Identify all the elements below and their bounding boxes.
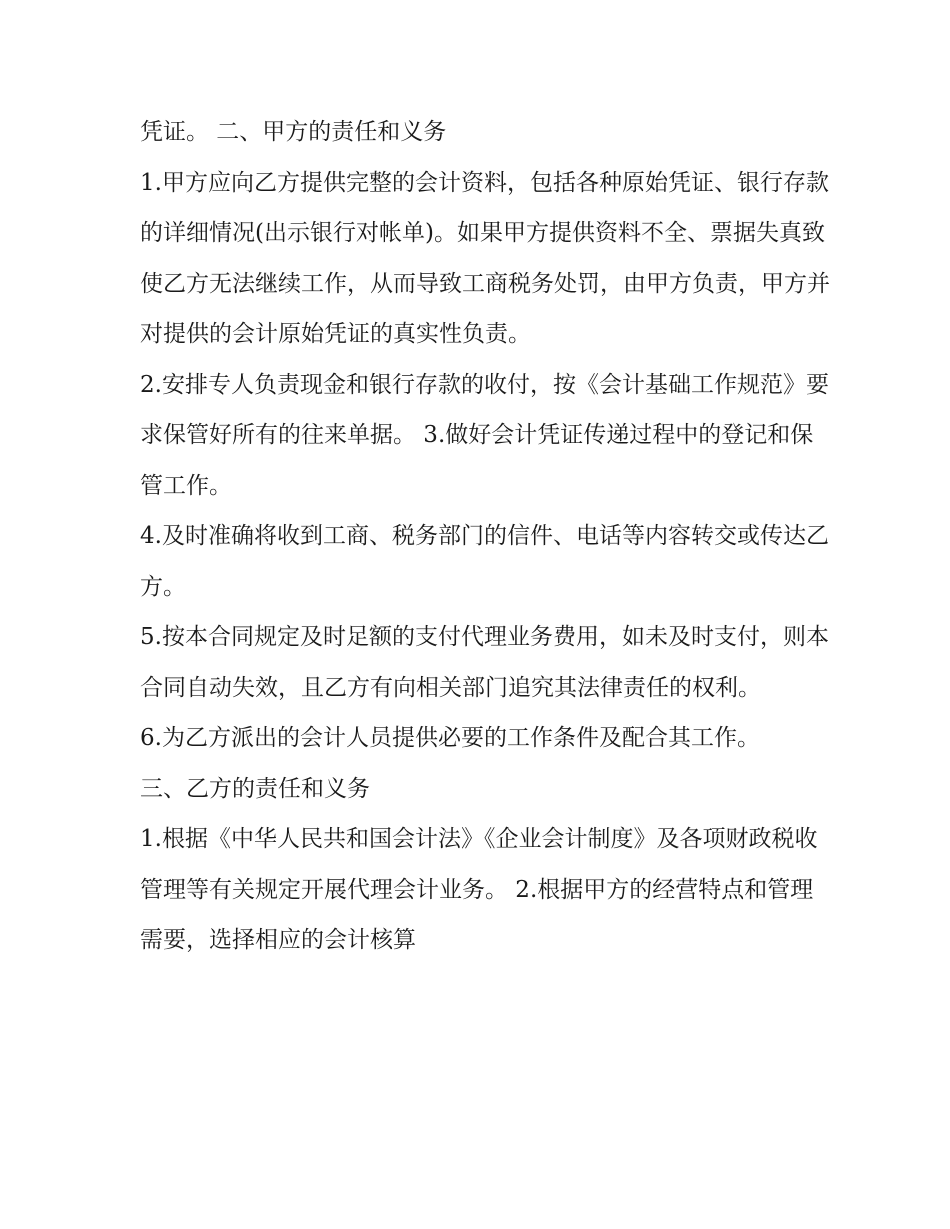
paragraph-party-b-items-1-2: 1.根据《中华人民共和国会计法》《企业会计制度》及各项财政税收管理等有关规定开展代理会计业务。 2.根据甲方的经营特点和管理需要，选择相应的会计核算 [140,826,818,953]
paragraph-section-two-heading: 凭证。 二、甲方的责任和义务 [140,119,447,145]
paragraph-party-a-item-4: 4.及时准确将收到工商、税务部门的信件、电话等内容转交或传达乙方。 [140,523,829,600]
section-three-heading: 三、乙方的责任和义务 [140,775,370,802]
paragraph-party-a-item-1: 1.甲方应向乙方提供完整的会计资料，包括各种原始凭证、银行存款的详细情况(出示银行对帐单)。如果甲方提供资料不全、票据失真致使乙方无法继续工作，从而导致工商税务处罚，由甲方负责，甲方并对提供的会计原始凭证的真实性负责。 [140,169,830,347]
document-body [140,107,830,966]
paragraph-party-a-item-6: 6.为乙方派出的会计人员提供必要的工作条件及配合其工作。 [140,725,760,751]
paragraph-party-a-item-5: 5.按本合同规定及时足额的支付代理业务费用，如未及时支付，则本合同自动失效，且乙方有向相关部门追究其法律责任的权利。 [140,624,829,701]
paragraph-party-a-items-2-3: 2.安排专人负责现金和银行存款的收付，按《会计基础工作规范》要求保管好所有的往来单据。 3.做好会计凭证传递过程中的登记和保管工作。 [140,371,829,499]
